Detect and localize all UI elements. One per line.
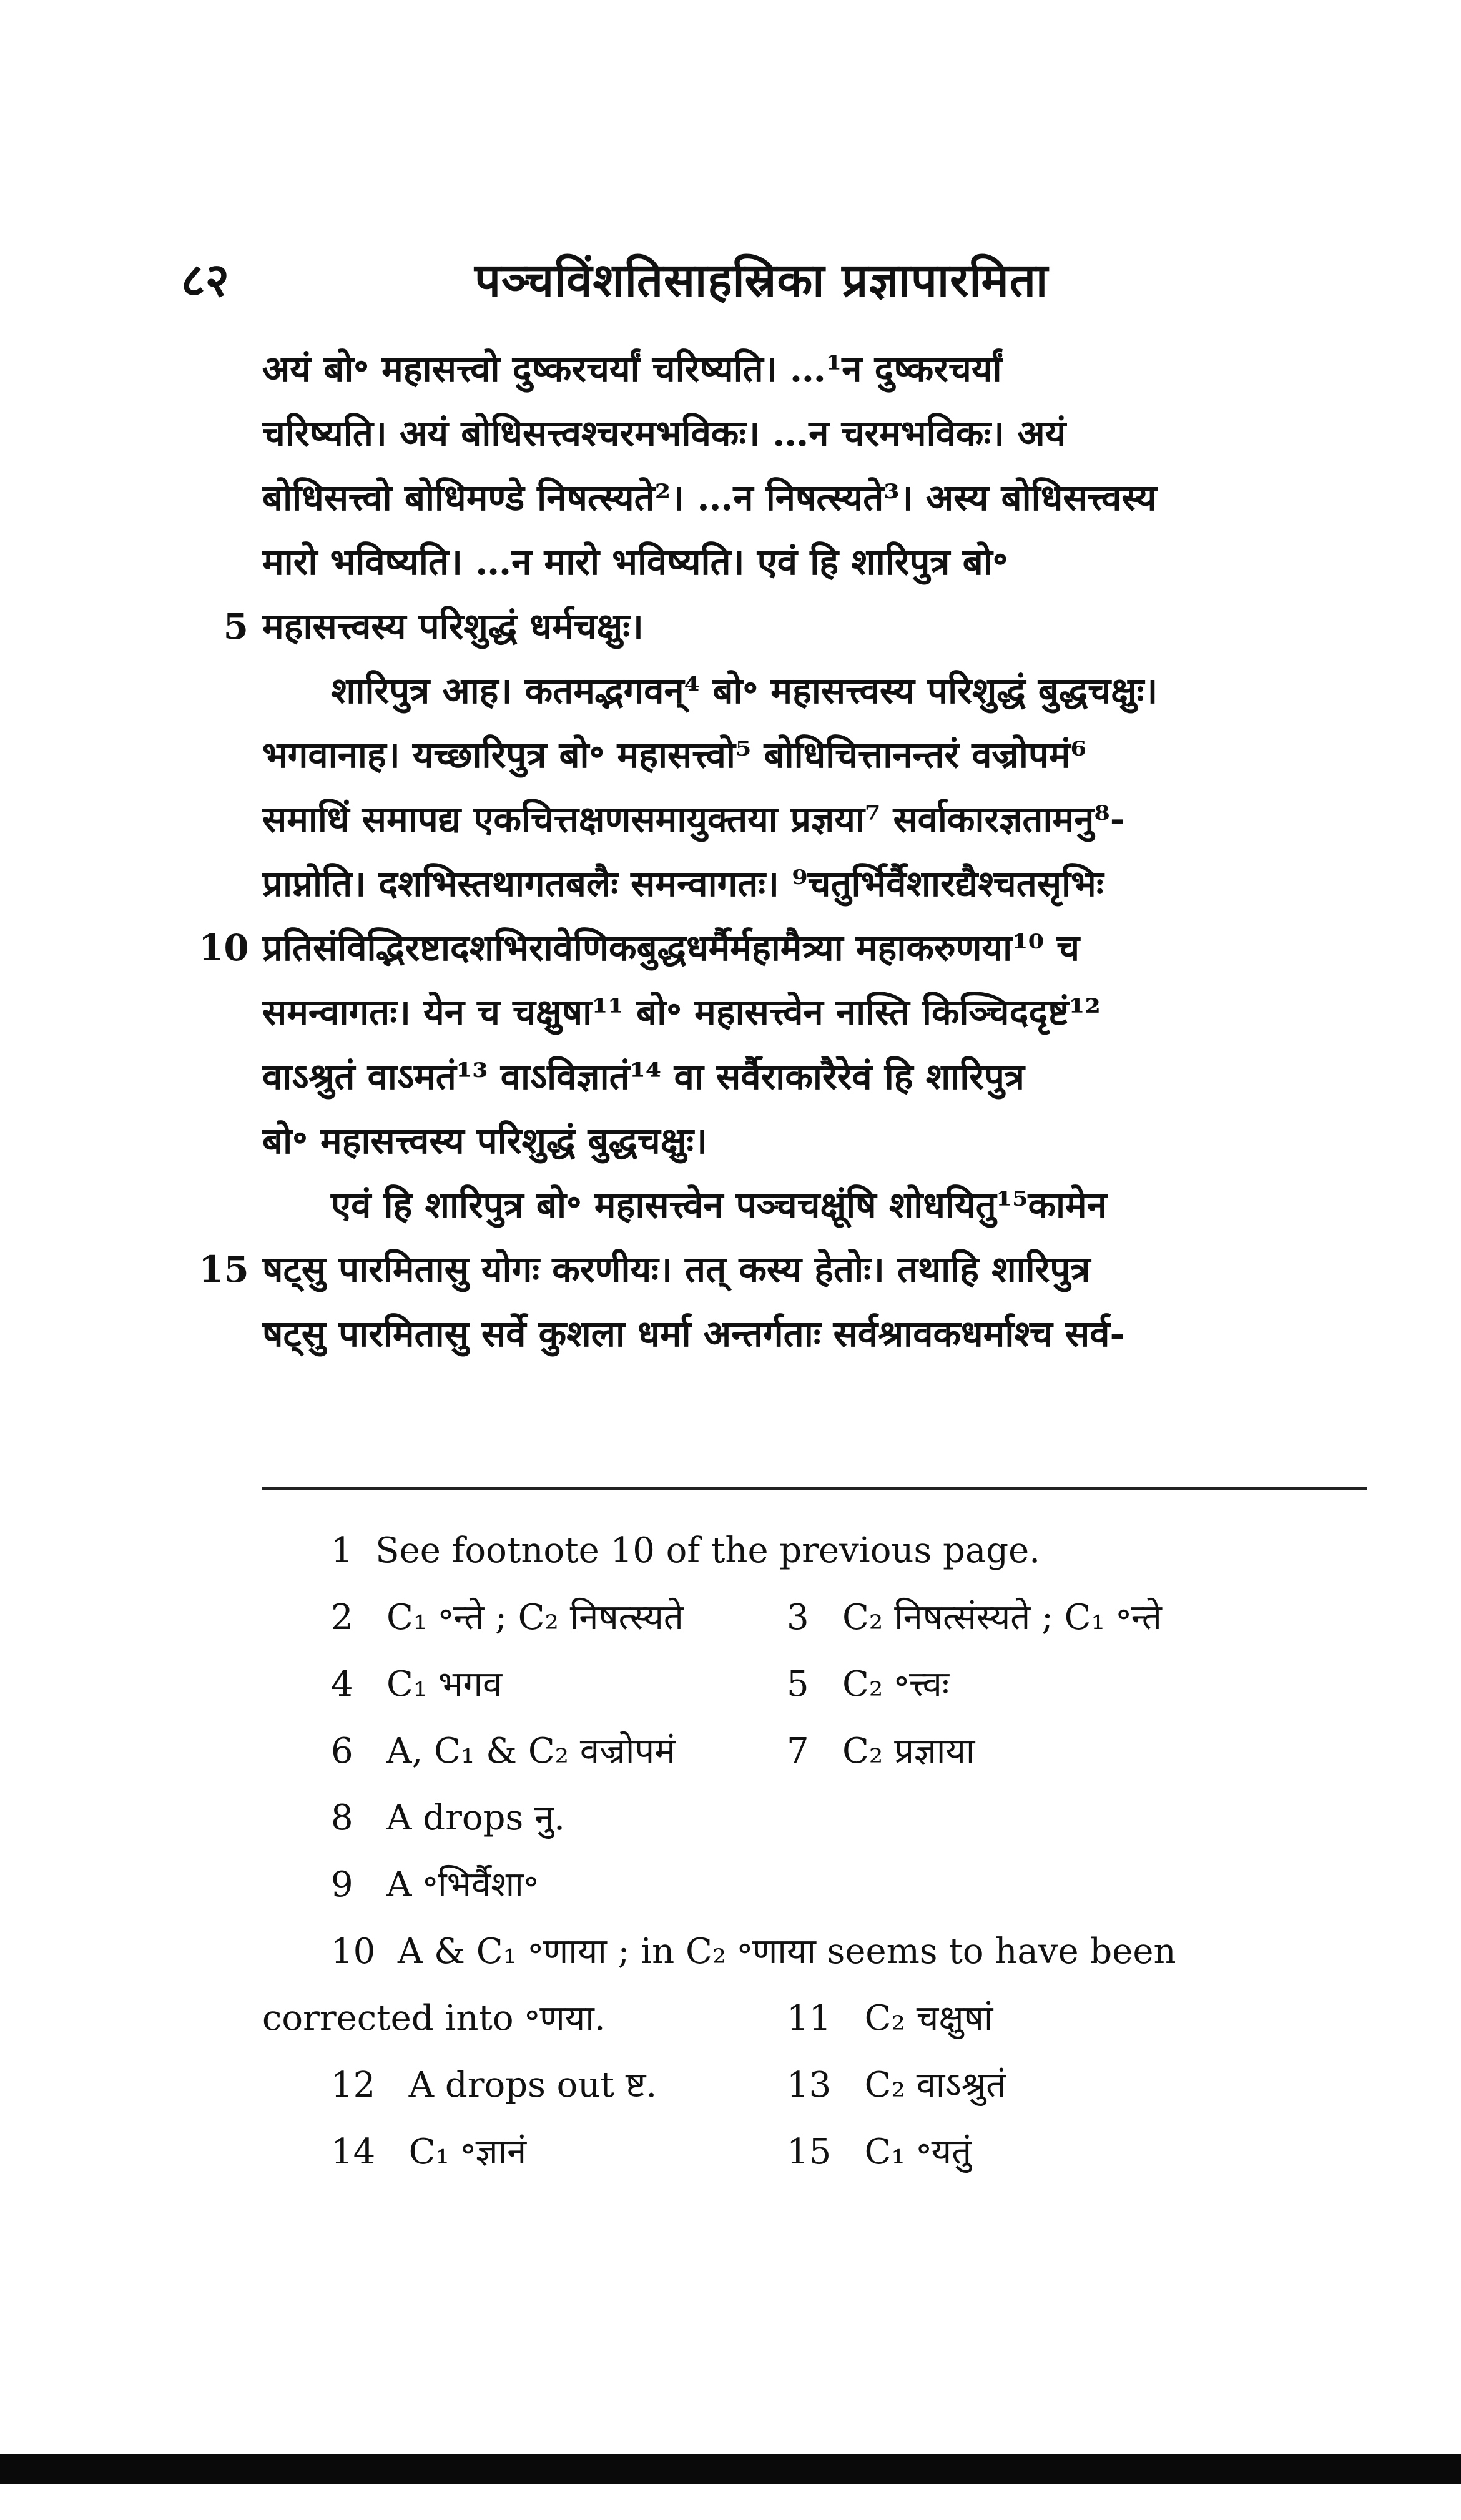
footnote	[787, 1651, 949, 1718]
page-header	[181, 247, 1355, 315]
footnote-number: 2	[331, 1597, 353, 1638]
footnote-text: C₂ चक्षुषां	[864, 1998, 993, 2039]
text-line	[262, 659, 1374, 723]
line-text: समाधिं समापद्य एकचित्तक्षणसमायुक्तया प्रज्ञया⁷ सर्वाकारज्ञतामनु⁸-	[262, 798, 1125, 840]
footnote-text: C₂ निषत्संस्यते ; C₁ ॰न्ते	[842, 1597, 1162, 1638]
footnote-row	[262, 2119, 1374, 2185]
scan-edge-bar	[0, 2454, 1461, 2484]
footnote-text: A & C₁ ॰णाया ; in C₂ ॰णाया seems to have been	[397, 1931, 1176, 1972]
footnote	[331, 1584, 684, 1651]
footnote-continuation: corrected into ॰णया.	[262, 1998, 606, 2039]
line-number: 15	[199, 1248, 249, 1291]
text-line	[262, 787, 1374, 852]
footnote-number: 1	[331, 1530, 353, 1571]
footnotes	[262, 1517, 1374, 2185]
footnote-text: A, C₁ & C₂ वज्रोपमं	[386, 1731, 676, 1771]
footnote	[331, 1517, 1040, 1584]
line-text: भगवानाह। यच्छारिपुत्र बो॰ महासत्त्वो⁵ बोधिचित्तानन्तरं वज्रोपमं⁶	[262, 734, 1086, 776]
footnote	[331, 1718, 676, 1784]
footnote-text: C₂ ॰त्त्वः	[842, 1664, 950, 1705]
footnote	[787, 1985, 993, 2052]
footnote-text: A ॰भिर्वैशा॰	[386, 1864, 539, 1905]
line-text: समन्वागतः। येन च चक्षुषा¹¹ बो॰ महासत्त्वेन नास्ति किञ्चिददृष्टं¹²	[262, 991, 1101, 1033]
text-line	[262, 1302, 1374, 1366]
footnote	[331, 2052, 657, 2119]
line-text: एवं हि शारिपुत्र बो॰ महासत्त्वेन पञ्चचक्षूंषि शोधयितु¹⁵कामेन	[331, 1184, 1107, 1226]
text-line	[262, 466, 1374, 530]
text-line	[262, 723, 1374, 787]
footnote-row	[262, 1918, 1374, 1985]
line-number: 10	[199, 927, 249, 969]
footnote-text: C₂ प्रज्ञाया	[842, 1731, 975, 1771]
footnote-text: C₁ भगव	[386, 1664, 503, 1705]
line-text: मारो भविष्यति। …न मारो भविष्यति। एवं हि शारिपुत्र बो॰	[262, 541, 1008, 583]
line-text: प्राप्नोति। दशभिस्तथागतबलैः समन्वागतः। ⁹चतुर्भिर्वैशारद्यैश्चतसृभिः	[262, 862, 1104, 905]
text-line	[262, 1173, 1374, 1238]
line-text: षट्सु पारमितासु सर्वे कुशला धर्मा अन्तर्गताः सर्वश्रावकधर्माश्च सर्व-	[262, 1312, 1125, 1355]
footnote	[787, 2052, 1006, 2119]
footnote-number: 3	[787, 1597, 809, 1638]
line-text: वाऽश्रुतं वाऽमतं¹³ वाऽविज्ञातं¹⁴ वा सर्वैराकारैरेवं हि शारिपुत्र	[262, 1055, 1025, 1098]
footnote	[331, 1918, 1176, 1985]
text-line	[262, 337, 1374, 401]
main-text	[199, 337, 1374, 1366]
footnote-text: C₁ ॰यतुं	[864, 2132, 972, 2172]
footnote	[331, 1784, 565, 1851]
footnote-number: 11	[787, 1998, 832, 2039]
footnote-number: 13	[787, 2065, 832, 2105]
text-line	[199, 916, 1374, 980]
line-text: अयं बो॰ महासत्त्वो दुष्करचर्यां चरिष्यति। …¹न दुष्करचर्यां	[262, 348, 1002, 390]
text-line	[262, 1109, 1374, 1173]
footnote-number: 10	[331, 1931, 376, 1972]
footnote-text: C₂ वाऽश्रुतं	[864, 2065, 1006, 2105]
footnote	[331, 2119, 526, 2185]
line-text: प्रतिसंविद्भिरष्टादशभिरावेणिकबुद्धधर्मैर्महामैत्र्या महाकरुणया¹⁰ च	[262, 927, 1080, 969]
footnote-number: 9	[331, 1864, 353, 1905]
footnote-row	[262, 1584, 1374, 1651]
page-number: ८२	[181, 253, 229, 307]
footnote-text: A drops out ष्ट.	[408, 2065, 657, 2105]
footnote-number: 15	[787, 2132, 832, 2172]
footnote-row	[262, 1517, 1374, 1584]
footnote-number: 6	[331, 1731, 353, 1771]
footnote-row	[262, 1985, 1374, 2052]
footnote-divider	[262, 1487, 1367, 1490]
line-number: 5	[223, 605, 248, 647]
footnote-row	[262, 2052, 1374, 2119]
text-line	[262, 852, 1374, 916]
line-text: बो॰ महासत्त्वस्य परिशुद्धं बुद्धचक्षुः।	[262, 1120, 708, 1162]
line-text: चरिष्यति। अयं बोधिसत्त्वश्चरमभविकः। …न चरमभविकः। अयं	[262, 412, 1066, 455]
line-text: शारिपुत्र आह। कतमद्भगवन्⁴ बो॰ महासत्त्वस्य परिशुद्धं बुद्धचक्षुः।	[331, 669, 1158, 712]
footnote-text: C₁ ॰न्ते ; C₂ निषत्स्यते	[386, 1597, 684, 1638]
footnote-row	[262, 1718, 1374, 1784]
footnote-number: 8	[331, 1798, 353, 1838]
footnote	[787, 1718, 975, 1784]
text-line	[262, 530, 1374, 594]
line-text: बोधिसत्त्वो बोधिमण्डे निषत्स्यते²। …न निषत्स्यते³। अस्य बोधिसत्त्वस्य	[262, 476, 1157, 519]
text-line	[223, 594, 1374, 659]
footnote	[331, 1651, 502, 1718]
footnote	[787, 1584, 1162, 1651]
footnote-row	[262, 1784, 1374, 1851]
footnote-number: 12	[331, 2065, 376, 2105]
footnote-number: 7	[787, 1731, 809, 1771]
text-line	[262, 1045, 1374, 1109]
footnote-text: See footnote 10 of the previous page.	[375, 1530, 1041, 1571]
running-title: पञ्चविंशतिसाहस्रिका प्रज्ञापारमिता	[475, 253, 1049, 307]
footnote	[331, 1851, 539, 1918]
footnote-number: 5	[787, 1664, 809, 1705]
line-text: महासत्त्वस्य परिशुद्धं धर्मचक्षुः।	[262, 605, 644, 647]
text-line	[199, 1238, 1374, 1302]
footnote-row	[262, 1851, 1374, 1918]
footnote-text: C₁ ॰ज्ञानं	[408, 2132, 527, 2172]
footnote-row	[262, 1651, 1374, 1718]
line-text: षट्सु पारमितासु योगः करणीयः। तत् कस्य हेतोः। तथाहि शारिपुत्र	[262, 1248, 1091, 1291]
footnote-number: 14	[331, 2132, 376, 2172]
footnote-number: 4	[331, 1664, 353, 1705]
text-line	[262, 401, 1374, 466]
text-line	[262, 980, 1374, 1045]
footnote-text: A drops नु.	[386, 1798, 565, 1838]
footnote	[787, 2119, 972, 2185]
